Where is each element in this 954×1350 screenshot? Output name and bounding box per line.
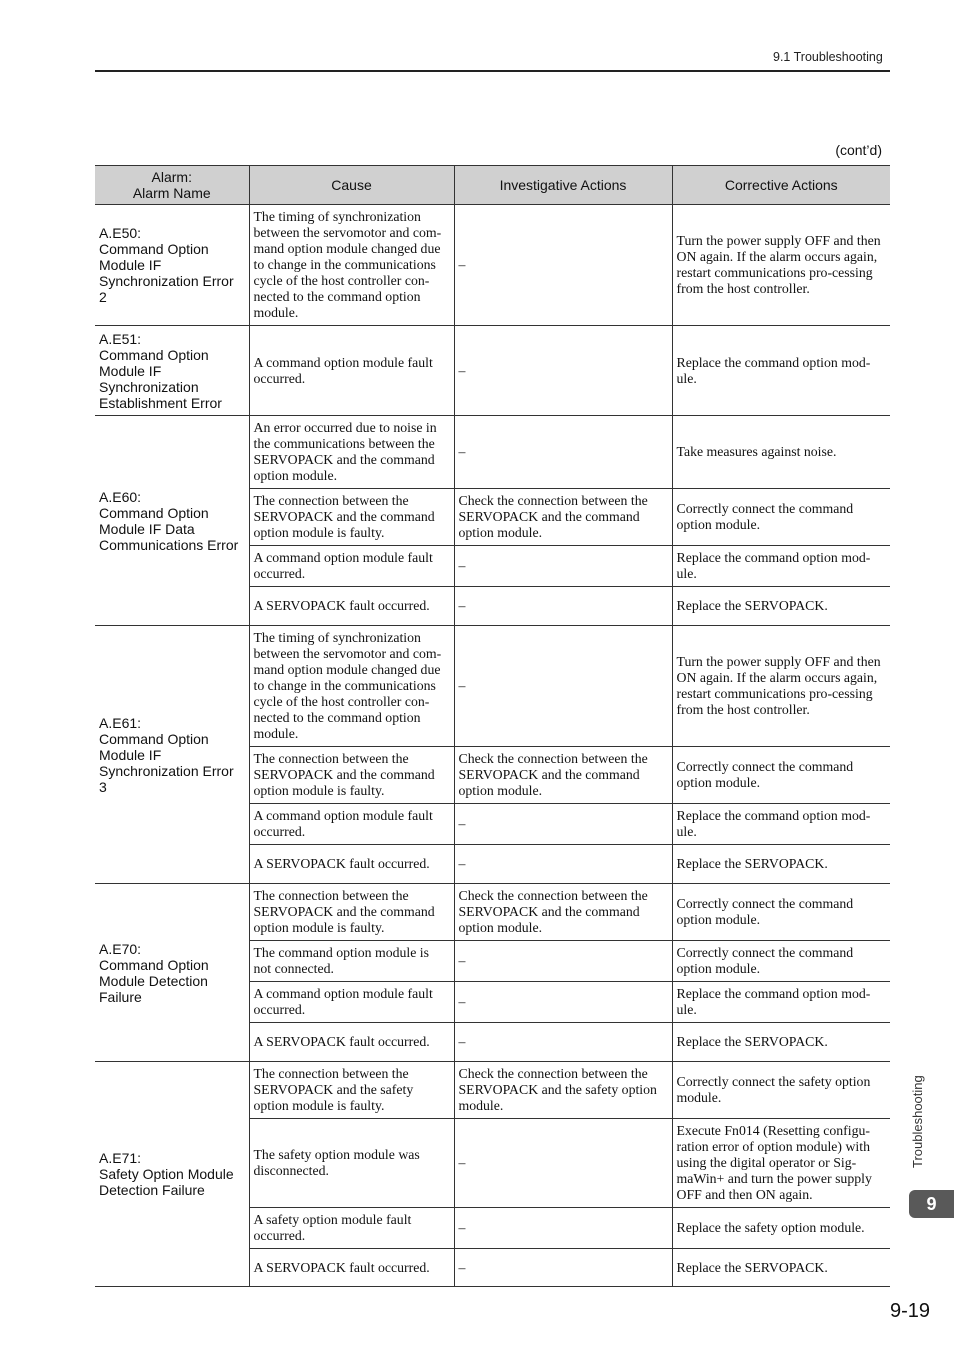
table-row bbox=[95, 626, 890, 747]
alarm-title: Command Option Module IF Synchronization Error 2 bbox=[99, 241, 234, 305]
corrective-cell: Replace the SERVOPACK. bbox=[672, 845, 890, 884]
alarm-name-cell bbox=[95, 1062, 249, 1287]
table-row bbox=[95, 205, 890, 326]
cause-cell: The connection between the SERVOPACK and the command option module is faulty. bbox=[249, 884, 454, 941]
alarm-code: A.E70: bbox=[99, 940, 142, 957]
corrective-cell: Replace the SERVOPACK. bbox=[672, 587, 890, 626]
cause-cell: The timing of synchronization between the servomotor and com-mand option module changed due to change in the communications cycle of the host controller con-nected to the command option module. bbox=[249, 626, 454, 747]
investigative-cell: – bbox=[454, 205, 672, 326]
table-row bbox=[95, 1062, 890, 1119]
header-alarm-line2: Alarm Name bbox=[132, 185, 211, 201]
alarm-code: A.E50: bbox=[99, 225, 142, 241]
investigative-cell: – bbox=[454, 941, 672, 982]
alarm-code: A.E51: bbox=[99, 330, 142, 347]
table-row bbox=[95, 416, 890, 489]
investigative-cell: – bbox=[454, 587, 672, 626]
cause-cell: The connection between the SERVOPACK and the command option module is faulty. bbox=[249, 489, 454, 546]
header-corrective: Corrective Actions bbox=[672, 166, 890, 205]
corrective-cell: Execute Fn014 (Resetting configu-ration error of option module) with using the digital operator or Sig-maWin+ and turn the power supply OFF and then ON again. bbox=[672, 1119, 890, 1208]
cause-cell: A SERVOPACK fault occurred. bbox=[249, 587, 454, 626]
cause-cell: A command option module fault occurred. bbox=[249, 546, 454, 587]
corrective-cell: Take measures against noise. bbox=[672, 416, 890, 489]
page-number: 9-19 bbox=[889, 1300, 930, 1322]
corrective-cell: Correctly connect the command option module. bbox=[672, 884, 890, 941]
investigative-cell: – bbox=[454, 1208, 672, 1249]
investigative-cell: – bbox=[454, 804, 672, 845]
corrective-cell: Replace the command option mod-ule. bbox=[672, 326, 890, 416]
alarm-name-cell bbox=[95, 626, 249, 884]
alarm-name-cell bbox=[95, 326, 249, 416]
alarm-name-cell bbox=[95, 884, 249, 1062]
table-row bbox=[95, 884, 890, 941]
investigative-cell: Check the connection between the SERVOPACK and the command option module. bbox=[454, 747, 672, 804]
cause-cell: A SERVOPACK fault occurred. bbox=[249, 1023, 454, 1062]
investigative-cell: – bbox=[454, 326, 672, 416]
header-cause: Cause bbox=[249, 166, 454, 205]
cause-cell: The timing of synchronization between the servomotor and com-mand option module changed due to change in the communications cycle of the host controller con-nected to the command option module. bbox=[249, 205, 454, 326]
investigative-cell: – bbox=[454, 626, 672, 747]
corrective-cell: Correctly connect the command option module. bbox=[672, 489, 890, 546]
corrective-cell: Replace the command option mod-ule. bbox=[672, 982, 890, 1023]
investigative-cell: Check the connection between the SERVOPACK and the safety option module. bbox=[454, 1062, 672, 1119]
side-tab-label: Troubleshooting bbox=[910, 1075, 925, 1168]
corrective-cell: Replace the SERVOPACK. bbox=[672, 1249, 890, 1287]
alarm-title: Command Option Module Detection Failure bbox=[99, 956, 209, 1005]
alarm-title: Safety Option Module Detection Failure bbox=[99, 1166, 234, 1198]
alarm-name-cell bbox=[95, 416, 249, 626]
corrective-cell: Turn the power supply OFF and then ON again. If the alarm occurs again, restart communications pro-cessing from the host controller. bbox=[672, 626, 890, 747]
investigative-cell: – bbox=[454, 546, 672, 587]
corrective-cell: Correctly connect the command option module. bbox=[672, 747, 890, 804]
cause-cell: A command option module fault occurred. bbox=[249, 326, 454, 416]
investigative-cell: – bbox=[454, 1249, 672, 1287]
alarm-table bbox=[95, 165, 890, 1287]
corrective-cell: Replace the command option mod-ule. bbox=[672, 804, 890, 845]
cause-cell: The command option module is not connected. bbox=[249, 941, 454, 982]
investigative-cell: – bbox=[454, 982, 672, 1023]
alarm-code: A.E60: bbox=[99, 488, 142, 505]
corrective-cell: Correctly connect the safety option module. bbox=[672, 1062, 890, 1119]
investigative-cell: – bbox=[454, 1023, 672, 1062]
cause-cell: A SERVOPACK fault occurred. bbox=[249, 1249, 454, 1287]
continued-label: (cont’d) bbox=[835, 142, 882, 158]
running-header: 9.1 Troubleshooting bbox=[773, 50, 883, 64]
table-row bbox=[95, 326, 890, 416]
cause-cell: An error occurred due to noise in the communications between the SERVOPACK and the command option module. bbox=[249, 416, 454, 489]
cause-cell: A command option module fault occurred. bbox=[249, 982, 454, 1023]
investigative-cell: – bbox=[454, 845, 672, 884]
cause-cell: A command option module fault occurred. bbox=[249, 804, 454, 845]
cause-cell: The safety option module was disconnected. bbox=[249, 1119, 454, 1208]
investigative-cell: – bbox=[454, 416, 672, 489]
investigative-cell: – bbox=[454, 1119, 672, 1208]
corrective-cell: Replace the safety option module. bbox=[672, 1208, 890, 1249]
cause-cell: A safety option module fault occurred. bbox=[249, 1208, 454, 1249]
alarm-name-cell bbox=[95, 205, 249, 326]
header-alarm-line1: Alarm: bbox=[151, 169, 192, 185]
corrective-cell: Correctly connect the command option module. bbox=[672, 941, 890, 982]
table-body bbox=[95, 205, 890, 1287]
header-rule bbox=[95, 70, 890, 72]
corrective-cell: Replace the command option mod-ule. bbox=[672, 546, 890, 587]
header-investigative: Investigative Actions bbox=[454, 166, 672, 205]
chapter-tab: 9 bbox=[909, 1190, 954, 1218]
alarm-title: Command Option Module IF Data Communications Error bbox=[99, 504, 239, 553]
investigative-cell: Check the connection between the SERVOPACK and the command option module. bbox=[454, 884, 672, 941]
corrective-cell: Turn the power supply OFF and then ON again. If the alarm occurs again, restart communications pro-cessing from the host controller. bbox=[672, 205, 890, 326]
cause-cell: A SERVOPACK fault occurred. bbox=[249, 845, 454, 884]
corrective-cell: Replace the SERVOPACK. bbox=[672, 1023, 890, 1062]
investigative-cell: Check the connection between the SERVOPACK and the command option module. bbox=[454, 489, 672, 546]
alarm-title: Command Option Module IF Synchronization Error 3 bbox=[99, 730, 234, 795]
cause-cell: The connection between the SERVOPACK and the command option module is faulty. bbox=[249, 747, 454, 804]
cause-cell: The connection between the SERVOPACK and the safety option module is faulty. bbox=[249, 1062, 454, 1119]
alarm-code: A.E71: bbox=[99, 1150, 142, 1166]
header-alarm bbox=[95, 166, 249, 205]
alarm-code: A.E61: bbox=[99, 714, 142, 731]
table-header-row bbox=[95, 166, 890, 205]
alarm-title: Command Option Module IF Synchronization Establishment Error bbox=[99, 346, 222, 411]
